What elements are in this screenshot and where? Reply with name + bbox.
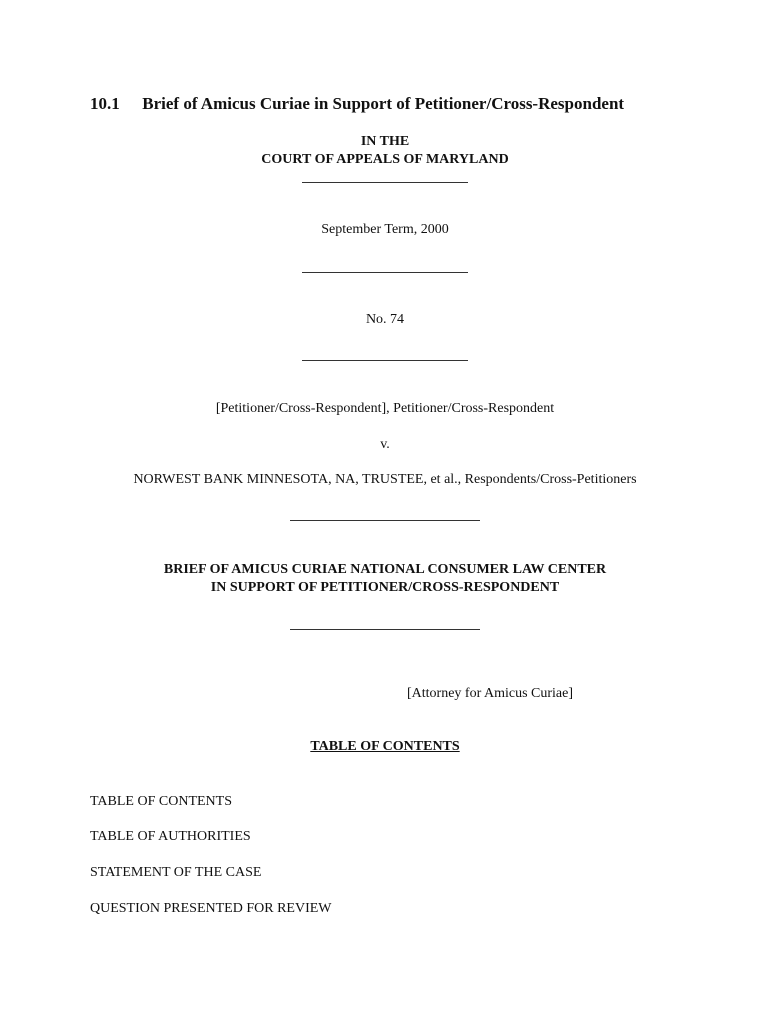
section-number: 10.1 [90, 94, 120, 113]
toc-item[interactable]: TABLE OF CONTENTS [90, 794, 232, 809]
toc-item[interactable]: STATEMENT OF THE CASE [90, 865, 262, 880]
toc-item[interactable]: TABLE OF AUTHORITIES [90, 829, 251, 844]
section-heading [90, 94, 624, 114]
brief-title-line-2: IN SUPPORT OF PETITIONER/CROSS-RESPONDENT [210, 580, 560, 595]
respondent: NORWEST BANK MINNESOTA, NA, TRUSTEE, et al., Respondents/Cross-Petitioners [133, 472, 637, 487]
court-line-1: IN THE [360, 134, 410, 149]
toc-title: TABLE OF CONTENTS [310, 739, 460, 754]
toc-item[interactable]: QUESTION PRESENTED FOR REVIEW [90, 901, 332, 916]
divider-rule [290, 629, 480, 630]
case-number: No. 74 [365, 312, 405, 327]
section-title: Brief of Amicus Curiae in Support of Petitioner/Cross-Respondent [142, 94, 625, 113]
divider-rule [302, 182, 468, 183]
divider-rule [290, 520, 480, 521]
brief-title-line-1: BRIEF OF AMICUS CURIAE NATIONAL CONSUMER LAW CENTER [163, 562, 607, 577]
court-line-2: COURT OF APPEALS OF MARYLAND [261, 152, 509, 167]
divider-rule [302, 360, 468, 361]
petitioner: [Petitioner/Cross-Respondent], Petitioner/Cross-Respondent [215, 401, 555, 416]
versus: v. [380, 437, 390, 452]
attorney: [Attorney for Amicus Curiae] [407, 686, 574, 701]
divider-rule [302, 272, 468, 273]
term: September Term, 2000 [321, 222, 449, 237]
